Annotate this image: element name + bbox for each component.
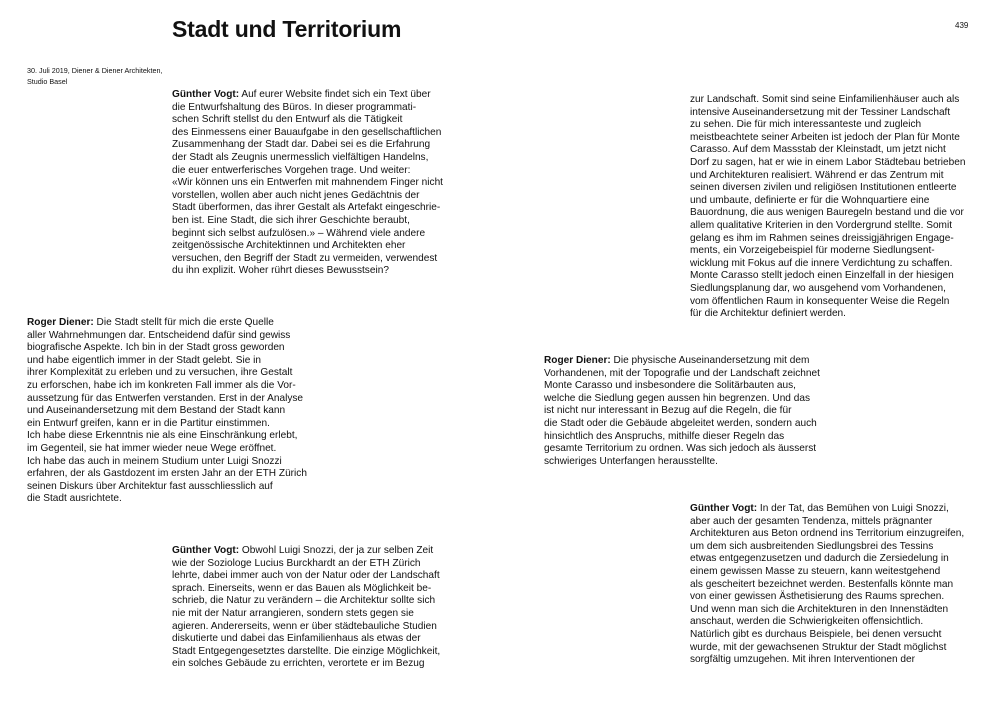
text-line [690,654,964,667]
line-text: ihrer Komplexität zu erleben und zu versuchen, ihre Gestalt [27,367,293,379]
line-text: Stadt Entgegengesetztes darstellte. Die einzige Möglichkeit, [172,645,441,657]
text-line [172,202,443,215]
line-text: Ich habe diese Erkenntnis nie als eine Einschränkung erlebt, [27,430,298,442]
line-text: ein Entwurf greifen, kann er in die Partitur einstimmen. [27,417,270,429]
text-line [690,516,964,529]
line-text: aussetzung für das Entwerfen verstanden. Erst in der Analyse [27,392,304,404]
text-line [690,245,966,258]
line-text: Die Stadt stellt für mich die erste Quelle [93,317,274,328]
text-line [172,545,440,558]
meta-line: Studio Basel [27,77,68,86]
line-text: etwas entgegenzusetzen und dadurch die Zersiedelung in [690,553,949,565]
line-text: meistbeachtete seiner Arbeiten ist jedoch der Plan für Monte [690,131,960,143]
text-line [690,642,964,655]
line-text: versuchen, den Begriff der Stadt zu vermeiden, verwendest [172,252,438,264]
paragraph-vogt-2 [172,545,440,671]
text-line [172,646,440,659]
text-line [27,380,307,393]
text-line [172,253,443,266]
text-line [27,443,307,456]
line-text: Dorf zu sagen, hat er wie in einem Labor Städtebau betrieben [690,156,966,168]
line-text: Obwohl Luigi Snozzi, der ja zur selben Zeit [239,545,434,556]
text-line [690,270,966,283]
text-line [27,468,307,481]
line-text: und Auseinandersetzung mit dem Bestand der Stadt kann [27,405,286,417]
paragraph-vogt-1 [172,89,443,278]
text-line [690,296,966,309]
text-line [690,629,964,642]
line-text: die Stadt ausrichtete. [27,493,122,505]
line-text: und Architekturen realisiert. Während er das Zentrum mit [690,169,944,181]
line-text: schen Schrift stellst du den Entwurf als die Tätigkeit [172,114,403,126]
speaker-name: Günther Vogt: [172,89,240,100]
text-line [172,265,443,278]
line-text: Carasso. Auf dem Massstab der Kleinstadt, um jetzt nicht [690,144,946,156]
text-line [690,144,966,157]
line-text: Die physische Auseinandersetzung mit dem [610,355,810,366]
line-text: ein solches Gebäude zu errichten, verortete er im Bezug [172,658,425,670]
text-line [544,393,820,406]
line-text: lehrte, dabei immer auch von der Natur oder der Landschaft [172,570,440,582]
text-line [27,430,307,443]
text-line [690,283,966,296]
text-line [690,170,966,183]
text-line [544,380,820,393]
text-line [690,503,964,516]
line-text: seinen diversen zivilen und religiösen Institutionen entleerte [690,182,957,194]
text-line [544,431,820,444]
line-text: im Gegenteil, sie hat immer wieder neue Wege eröffnet. [27,442,277,454]
line-text: Architekturen aus Beton ordnend ins Territorium einzugreifen, [690,528,965,540]
paragraph-diener-1 [27,317,307,506]
line-text: des Einmessens einer Bauaufgabe in den gesellschaftlichen [172,126,442,138]
text-line [544,355,820,368]
text-line [172,114,443,127]
paragraph-diener-2 [544,355,820,468]
line-text: anschaut, werden die Schwierigkeiten offensichtlich. [690,616,924,628]
line-text: nie mit der Natur arrangieren, sondern stets gegen sie [172,607,414,619]
line-text: schrieb, die Natur zu verändern – die Architektur sollte sich [172,595,436,607]
text-line [172,595,440,608]
speaker-name: Günther Vogt: [172,545,240,556]
line-text: Siedlungsplanung dar, wo ausgehend vom Vorhandenen, [690,282,946,294]
text-line [690,207,966,220]
text-line [544,405,820,418]
line-text: beginnt sich selbst aufzulösen.» – Während viele andere [172,227,426,239]
line-text: der Stadt als Zeugnis unermesslich vielfältigen Handelns, [172,151,429,163]
line-text: zu sehen. Die für mich interessanteste und zugleich [690,119,922,131]
text-line [544,443,820,456]
line-text: Bauordnung, die aus wenigen Bauregeln bestand und die vor [690,207,964,219]
paragraph-vogt-2-continued [690,94,966,321]
line-text: wie der Soziologe Lucius Burckhardt an der ETH Zürich [172,557,421,569]
text-line [690,541,964,554]
line-text: du ihn explizit. Woher rührt dieses Bewusstsein? [172,265,389,277]
text-line [690,553,964,566]
line-text: Und wenn man sich die Architekturen in den Innenstädten [690,603,949,615]
page-number: 439 [955,21,969,30]
text-line [544,418,820,431]
line-text: Natürlich gibt es durchaus Beispiele, bei denen versucht [690,628,942,640]
line-text: wicklung mit Fokus auf die innere Verdichtung zu schaffen. [690,257,953,269]
text-line [172,583,440,596]
interview-date-note [27,65,162,87]
line-text: von einer gewissen Ästhetisierung des Raums sprechen. [690,591,945,603]
line-text: aber auch der gesamten Tendenza, mittels prägnanter [690,515,933,527]
text-line [690,132,966,145]
text-line [690,258,966,271]
line-text: und umbaute, definierte er für die Wohnquartiere eine [690,194,930,206]
line-text: und habe eigentlich immer in der Stadt gelebt. Sie in [27,354,261,366]
line-text: um dem sich ausbreitenden Siedlungsbrei des Tessins [690,540,934,552]
text-line [544,456,820,469]
line-text: als gescheitert bezeichnet werden. Bestenfalls könnte man [690,578,954,590]
line-text: Auf eurer Website findet sich ein Text über [239,89,431,100]
line-text: sorgfältig umzugehen. Mit ihren Interventionen der [690,654,915,666]
speaker-name: Roger Diener: [544,355,611,366]
line-text: gelang es ihm im Rahmen seines dreissigjährigen Engage- [690,232,954,244]
text-line [544,368,820,381]
text-line [690,566,964,579]
line-text: zu erforschen, habe ich im konkreten Fall immer als die Vor- [27,379,296,391]
line-text: vorstellen, wollen aber auch nicht jenes Gedächtnis der [172,189,420,201]
text-line [172,177,443,190]
line-text: erfahren, der als Gastdozent im ersten Jahr an der ETH Zürich [27,468,307,480]
line-text: die Entwurfshaltung des Büros. In dieser programmati- [172,101,417,113]
text-line [27,367,307,380]
line-text: seinen Diskurs über Architektur fast ausschliesslich auf [27,480,273,492]
text-line [172,127,443,140]
text-line [172,570,440,583]
text-line [27,456,307,469]
line-text: einem gewissen Masse zu steuern, kann weitestgehend [690,565,941,577]
line-text: ben ist. Eine Stadt, die sich ihrer Geschichte beraubt, [172,214,410,226]
line-text: diskutierte und dabei das Einfamilienhaus als etwas der [172,633,421,645]
text-line [690,233,966,246]
text-line [172,658,440,671]
line-text: Ich habe das auch in meinem Studium unter Luigi Snozzi [27,455,282,467]
text-line [690,94,966,107]
text-line [690,579,964,592]
text-line [690,182,966,195]
text-line [172,152,443,165]
speaker-name: Günther Vogt: [690,503,758,514]
text-line [690,616,964,629]
line-text: ist nicht nur interessant in Bezug auf die Regeln, die für [544,405,792,417]
line-text: In der Tat, das Bemühen von Luigi Snozzi, [757,503,949,514]
line-text: allem qualitative Kriterien in den Vordergrund stellte. Somit [690,219,953,231]
line-text: Monte Carasso stellt jedoch einen Einzelfall in der hiesigen [690,270,954,282]
text-line [172,558,440,571]
text-line [27,405,307,418]
line-text: die euer entwerferisches Vorgehen trage. Und weiter: [172,164,411,176]
text-line [690,591,964,604]
line-text: zeitgenössische Architektinnen und Architekten eher [172,240,406,252]
text-line [27,330,307,343]
text-line [172,102,443,115]
text-line [27,342,307,355]
text-line [172,228,443,241]
text-line [690,308,966,321]
text-line [27,481,307,494]
line-text: Monte Carasso und insbesondere die Solitärbauten aus, [544,380,796,392]
text-line [172,190,443,203]
line-text: agieren. Andererseits, wenn er über städtebauliche Studien [172,620,437,632]
text-line [690,528,964,541]
text-line [690,119,966,132]
text-line [172,215,443,228]
line-text: «Wir können uns ein Entwerfen mit mahnendem Finger nicht [172,177,443,189]
text-line [27,355,307,368]
text-line [27,317,307,330]
line-text: Zusammenhang der Stadt dar. Dabei sei es die Erfahrung [172,139,431,151]
text-line [27,393,307,406]
line-text: wurde, mit der gewachsenen Struktur der Stadt möglichst [690,641,947,653]
text-line [27,418,307,431]
line-text: schwieriges Unterfangen herausstellte. [544,455,718,467]
line-text: ments, ein Vorzeigebeispiel für moderne Siedlungsent- [690,245,935,257]
speaker-name: Roger Diener: [27,317,94,328]
line-text: welche die Siedlung gegen aussen hin begrenzen. Und das [544,392,810,404]
text-line [172,165,443,178]
page-title: Stadt und Territorium [172,16,402,42]
line-text: sprach. Einerseits, wenn er das Bauen als Möglichkeit be- [172,582,432,594]
meta-line: 30. Juli 2019, Diener & Diener Architekten, [27,66,163,75]
text-line [690,220,966,233]
text-line [690,604,964,617]
line-text: biografische Aspekte. Ich bin in der Stadt gross geworden [27,342,285,354]
line-text: zur Landschaft. Somit sind seine Einfamilienhäuser auch als [690,94,960,105]
text-line [172,89,443,102]
line-text: die Stadt oder die Gebäude abgeleitet werden, sondern auch [544,417,817,429]
line-text: für die Architektur definiert werden. [690,308,846,320]
text-line [690,107,966,120]
paragraph-vogt-3 [690,503,964,667]
line-text: hinsichtlich des Anspruchs, mithilfe dieser Regeln das [544,430,785,442]
text-line [172,139,443,152]
line-text: aller Wahrnehmungen dar. Entscheidend dafür sind gewiss [27,329,291,341]
line-text: vom öffentlichen Raum in konsequenter Weise die Regeln [690,295,950,307]
text-line [172,608,440,621]
text-line [690,195,966,208]
line-text: gesamte Territorium zu ordnen. Was sich jedoch als äusserst [544,443,817,455]
text-line [172,621,440,634]
text-line [172,240,443,253]
text-line [690,157,966,170]
line-text: intensive Auseinandersetzung mit der Tessiner Landschaft [690,106,951,118]
text-line [27,493,307,506]
text-line [172,633,440,646]
line-text: Stadt überformen, das ihrer Gestalt als Artefakt eingeschrie- [172,202,441,214]
line-text: Vorhandenen, mit der Topografie und der Landschaft zeichnet [544,367,820,379]
